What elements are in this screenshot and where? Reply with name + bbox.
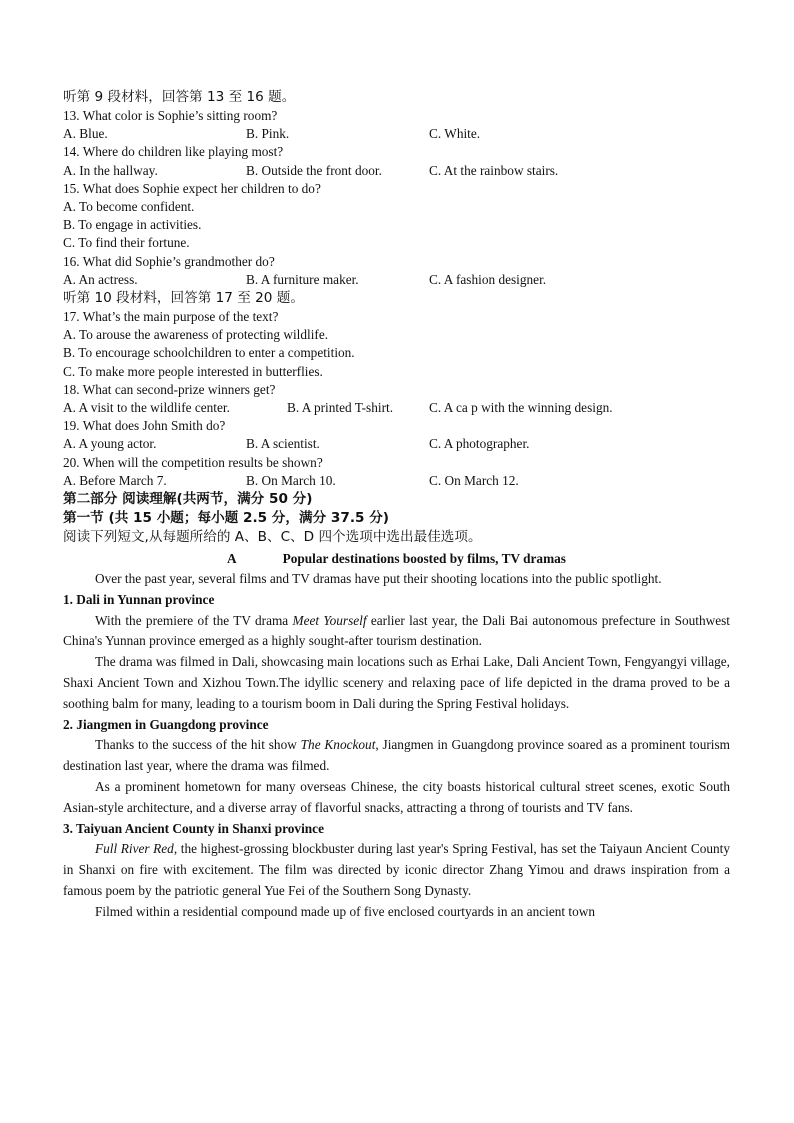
option-b: B. To engage in activities. xyxy=(63,217,202,233)
paragraph-jiangmen-2: As a prominent hometown for many overseas Chinese, the city boasts historical cultural street scenes, exotic South Asian-style architecture, and a diverse array of flavorful snacks, attracting a throng of tourists and TV fans. xyxy=(63,778,730,815)
option-c: C. A ca p with the winning design. xyxy=(429,400,613,415)
drama-title: Meet Yourself xyxy=(292,612,367,628)
option-b: B. A furniture maker. xyxy=(246,271,359,287)
paragraph-taiyuan-1: Full River Red, the highest-grossing blockbuster during last year's Spring Festival, has set the Taiyaun Ancient County in Shanxi on fire with excitement. The film was directed by iconic director Zhang Yimou and draws inspiration from a famous poem by the patriotic general Yue Fei of the Southern Song Dynasty. xyxy=(63,841,730,898)
question-14: 14. Where do children like playing most? xyxy=(63,144,284,160)
question-20: 20. When will the competition results be shown? xyxy=(63,454,323,470)
option-a: A. A young actor. xyxy=(63,436,157,452)
section-one-heading: 第一节 (共 15 小题；每小题 2.5 分，满分 37.5 分) xyxy=(63,509,389,526)
question-13-options xyxy=(63,125,730,143)
reading-instruction: 阅读下列短文,从每题所给的 A、B、C、D 四个选项中选出最佳选项。 xyxy=(63,528,482,545)
question-18-options xyxy=(63,399,730,417)
film-title: Full River Red xyxy=(95,841,174,857)
option-b: B. Pink. xyxy=(246,126,290,142)
paragraph-jiangmen-1: Thanks to the success of the hit show The Knockout, Jiangmen in Guangdong province soared as a prominent tourism destination last year, where the drama was filmed. xyxy=(63,737,730,774)
part-two-heading: 第二部分 阅读理解(共两节，满分 50 分) xyxy=(63,490,313,507)
listening-section-10-heading: 听第 10 段材料，回答第 17 至 20 题。 xyxy=(63,289,304,306)
option-b: B. To encourage schoolchildren to enter a competition. xyxy=(63,345,355,361)
question-18: 18. What can second-prize winners get? xyxy=(63,381,276,397)
option-a: A. In the hallway. xyxy=(63,162,158,178)
passage-letter: A xyxy=(227,550,237,566)
option-c: C. A fashion designer. xyxy=(429,271,547,287)
option-c: C. On March 12. xyxy=(429,472,519,488)
option-c: C. To make more people interested in butterflies. xyxy=(63,363,323,379)
option-c: C. White. xyxy=(429,126,481,142)
option-a: A. To arouse the awareness of protecting wildlife. xyxy=(63,327,329,343)
option-b: B. Outside the front door. xyxy=(246,162,382,178)
option-c: C. A photographer. xyxy=(429,436,530,452)
listening-section-9-heading: 听第 9 段材料，回答第 13 至 16 题。 xyxy=(63,89,296,105)
option-a: A. To become confident. xyxy=(63,198,195,214)
passage-title xyxy=(63,549,730,569)
question-14-options xyxy=(63,162,730,180)
subheading-dali: 1. Dali in Yunnan province xyxy=(63,591,215,607)
question-19-options xyxy=(63,435,730,453)
option-c: C. At the rainbow stairs. xyxy=(429,162,559,178)
option-a: A. A visit to the wildlife center. xyxy=(63,400,230,415)
paragraph-taiyuan-2: Filmed within a residential compound made up of five enclosed courtyards in an ancient town xyxy=(95,903,595,919)
show-title: The Knockout xyxy=(300,737,376,753)
paragraph-dali-1: With the premiere of the TV drama Meet Yourself earlier last year, the Dali Bai autonomous prefecture in Southwest China's Yunnan province emerged as a highly sought-after tourism destination. xyxy=(63,612,730,649)
option-c: C. To find their fortune. xyxy=(63,235,190,251)
option-b: B. A scientist. xyxy=(246,436,320,452)
question-16-options xyxy=(63,271,730,289)
subheading-jiangmen: 2. Jiangmen in Guangdong province xyxy=(63,716,269,732)
question-15: 15. What does Sophie expect her children to do? xyxy=(63,180,321,196)
question-20-options xyxy=(63,472,730,490)
option-b: B. On March 10. xyxy=(246,472,336,488)
option-a: A. An actress. xyxy=(63,271,138,287)
option-a: A. Blue. xyxy=(63,126,108,142)
option-a: A. Before March 7. xyxy=(63,472,167,488)
passage-intro: Over the past year, several films and TV dramas have put their shooting locations into the public spotlight. xyxy=(95,570,662,586)
question-17: 17. What’s the main purpose of the text? xyxy=(63,308,279,324)
passage-title-text: Popular destinations boosted by films, TV dramas xyxy=(282,550,566,566)
question-16: 16. What did Sophie’s grandmother do? xyxy=(63,253,275,269)
question-13: 13. What color is Sophie’s sitting room? xyxy=(63,108,278,123)
option-b: B. A printed T-shirt. xyxy=(287,400,394,415)
paragraph-dali-2: The drama was filmed in Dali, showcasing main locations such as Erhai Lake, Dali Ancient Town, Fengyangyi village, Shaxi Ancient Town and Xizhou Town.The idyllic scenery and relaxing pace of life depicted in the drama proved to be a soothing balm for many, leading to a tourism boom in Dali during the Spring Festival holidays. xyxy=(63,654,730,711)
subheading-taiyuan: 3. Taiyuan Ancient County in Shanxi province xyxy=(63,820,324,836)
exam-page xyxy=(63,88,730,923)
question-19: 19. What does John Smith do? xyxy=(63,418,226,434)
